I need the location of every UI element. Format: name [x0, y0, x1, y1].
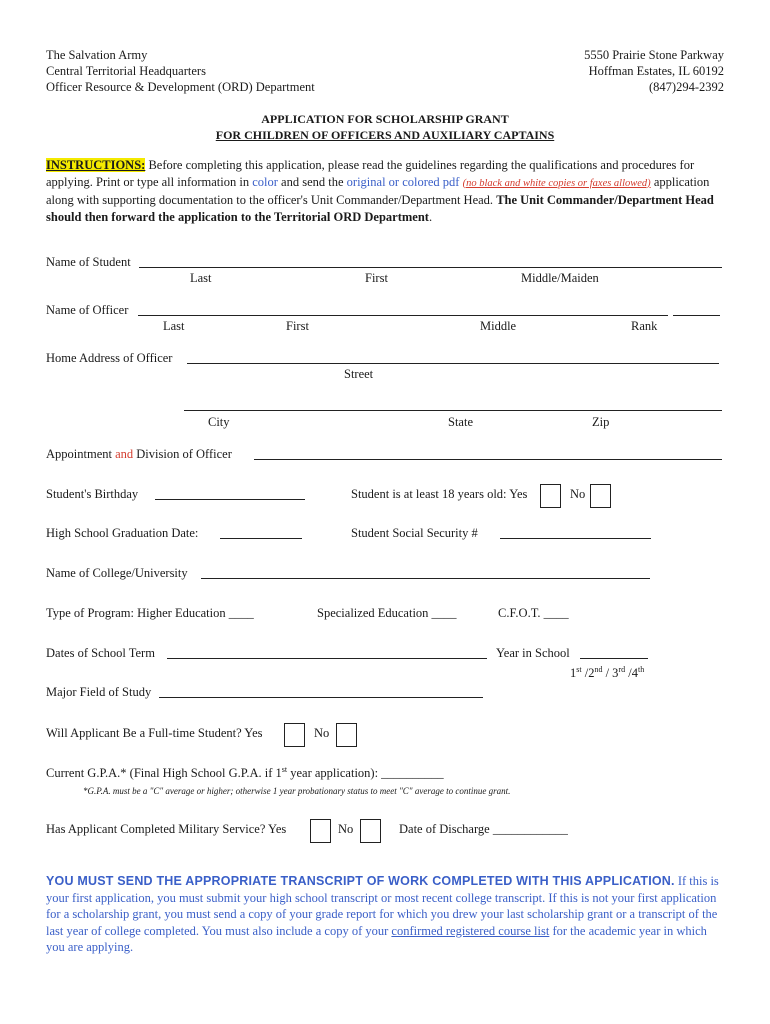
student-first-label: First [365, 271, 388, 285]
officer-first-label: First [286, 319, 309, 333]
major-label: Major Field of Study [46, 685, 152, 699]
military-label: Has Applicant Completed Military Service? Yes [46, 822, 287, 836]
forward-note: The Unit Commander/Department Head should then forward the application to the Territorial ORD Department [46, 193, 714, 224]
college-input[interactable] [201, 567, 650, 579]
dates-term-label: Dates of School Term [46, 646, 155, 660]
gpa-note: *G.P.A. must be a "C" average or higher; otherwise 1 year probationary status to meet "C" average to continue grant. [83, 786, 511, 796]
transcript-heading: YOU MUST SEND THE APPROPRIATE TRANSCRIPT OF WORK COMPLETED WITH THIS APPLICATION. [46, 874, 675, 888]
ssn-label: Student Social Security # [351, 526, 478, 540]
city-label: City [208, 415, 230, 429]
military-no-label: No [338, 822, 354, 836]
color-word: color [252, 174, 278, 189]
address-city: Hoffman Estates, IL 60192 [588, 64, 724, 78]
address-street: 5550 Prairie Stone Parkway [584, 48, 724, 62]
discharge-label: Date of Discharge ____________ [399, 822, 568, 836]
phone-number: (847)294-2392 [649, 80, 724, 94]
appointment-label: Appointment and Division of Officer [46, 447, 232, 461]
street-label: Street [344, 367, 374, 381]
org-dept: Officer Resource & Development (ORD) Department [46, 80, 315, 94]
org-name: The Salvation Army [46, 48, 148, 62]
year-options: 1st /2nd / 3rd /4th [570, 665, 645, 681]
header-left [46, 47, 315, 95]
transcript-notice: YOU MUST SEND THE APPROPRIATE TRANSCRIPT OF WORK COMPLETED WITH THIS APPLICATION. If this is your first application, you must submit your high school transcript or most recent college transcript. If this is not your first application for a scholarship grant, you must send a copy of your grade report for which you drew your last scholarship grant or a transcript of the last year of college completed. You must also include a copy of your confirmed registered course list for the academic year in which you are applying. [46, 874, 719, 954]
original-word: original or colored pdf [346, 174, 460, 189]
age18-label: Student is at least 18 years old: Yes [351, 487, 528, 501]
hs-grad-label: High School Graduation Date: [46, 526, 199, 540]
cfot-label: C.F.O.T. ____ [498, 606, 569, 620]
instructions-label: INSTRUCTIONS: [46, 158, 146, 172]
year-school-label: Year in School [496, 646, 570, 660]
birthday-input[interactable] [155, 488, 305, 500]
age18-yes-checkbox[interactable] [540, 484, 561, 508]
hs-grad-input[interactable] [220, 527, 302, 539]
fulltime-no-label: No [314, 726, 330, 740]
fulltime-yes-checkbox[interactable] [284, 723, 305, 747]
officer-middle-label: Middle [480, 319, 517, 333]
student-name-label: Name of Student [46, 255, 131, 269]
home-address-label: Home Address of Officer [46, 351, 173, 365]
ssn-input[interactable] [500, 527, 651, 539]
age18-no-checkbox[interactable] [590, 484, 611, 508]
officer-rank-label: Rank [631, 319, 658, 333]
zip-label: Zip [592, 415, 610, 429]
form-subtitle: FOR CHILDREN OF OFFICERS AND AUXILIARY CAPTAINS [215, 128, 555, 142]
military-yes-checkbox[interactable] [310, 819, 331, 843]
birthday-label: Student's Birthday [46, 487, 139, 501]
appointment-input[interactable] [254, 448, 722, 460]
officer-last-label: Last [163, 319, 185, 333]
age18-no-label: No [570, 487, 586, 501]
course-list-link[interactable]: confirmed registered course list [391, 923, 550, 938]
specialized-label: Specialized Education ____ [317, 606, 457, 620]
military-no-checkbox[interactable] [360, 819, 381, 843]
fulltime-label: Will Applicant Be a Full-time Student? Yes [46, 726, 263, 740]
org-hq: Central Territorial Headquarters [46, 64, 206, 78]
form-title: APPLICATION FOR SCHOLARSHIP GRANT [261, 112, 509, 126]
street-input[interactable] [187, 352, 719, 364]
state-label: State [448, 415, 473, 429]
officer-rank-input[interactable] [673, 304, 720, 316]
dates-term-input[interactable] [167, 647, 487, 659]
officer-name-label: Name of Officer [46, 303, 129, 317]
no-bw-note: (no black and white copies or faxes allowed) [462, 177, 651, 189]
student-name-input[interactable] [139, 256, 722, 268]
college-label: Name of College/University [46, 566, 188, 580]
gpa-label: Current G.P.A.* (Final High School G.P.A. if 1st year application): __________ [46, 765, 444, 781]
major-input[interactable] [159, 686, 483, 698]
instructions: INSTRUCTIONS: Before completing this application, please read the guidelines regarding the qualifications and procedures for applying. Print or type all information in color and send the original or colored pdf (no black and white copies or faxes allowed) application along with supporting documentation to the officer's Unit Commander/Department Head. The Unit Commander/Department Head should then forward the application to the Territorial ORD Department. [46, 158, 714, 224]
student-last-label: Last [190, 271, 212, 285]
officer-name-input[interactable] [138, 304, 668, 316]
header-right [584, 47, 724, 95]
fulltime-no-checkbox[interactable] [336, 723, 357, 747]
student-middle-label: Middle/Maiden [521, 271, 599, 285]
city-state-zip-input[interactable] [184, 399, 722, 411]
year-school-input[interactable] [580, 647, 648, 659]
program-label: Type of Program: Higher Education ____ [46, 606, 254, 620]
